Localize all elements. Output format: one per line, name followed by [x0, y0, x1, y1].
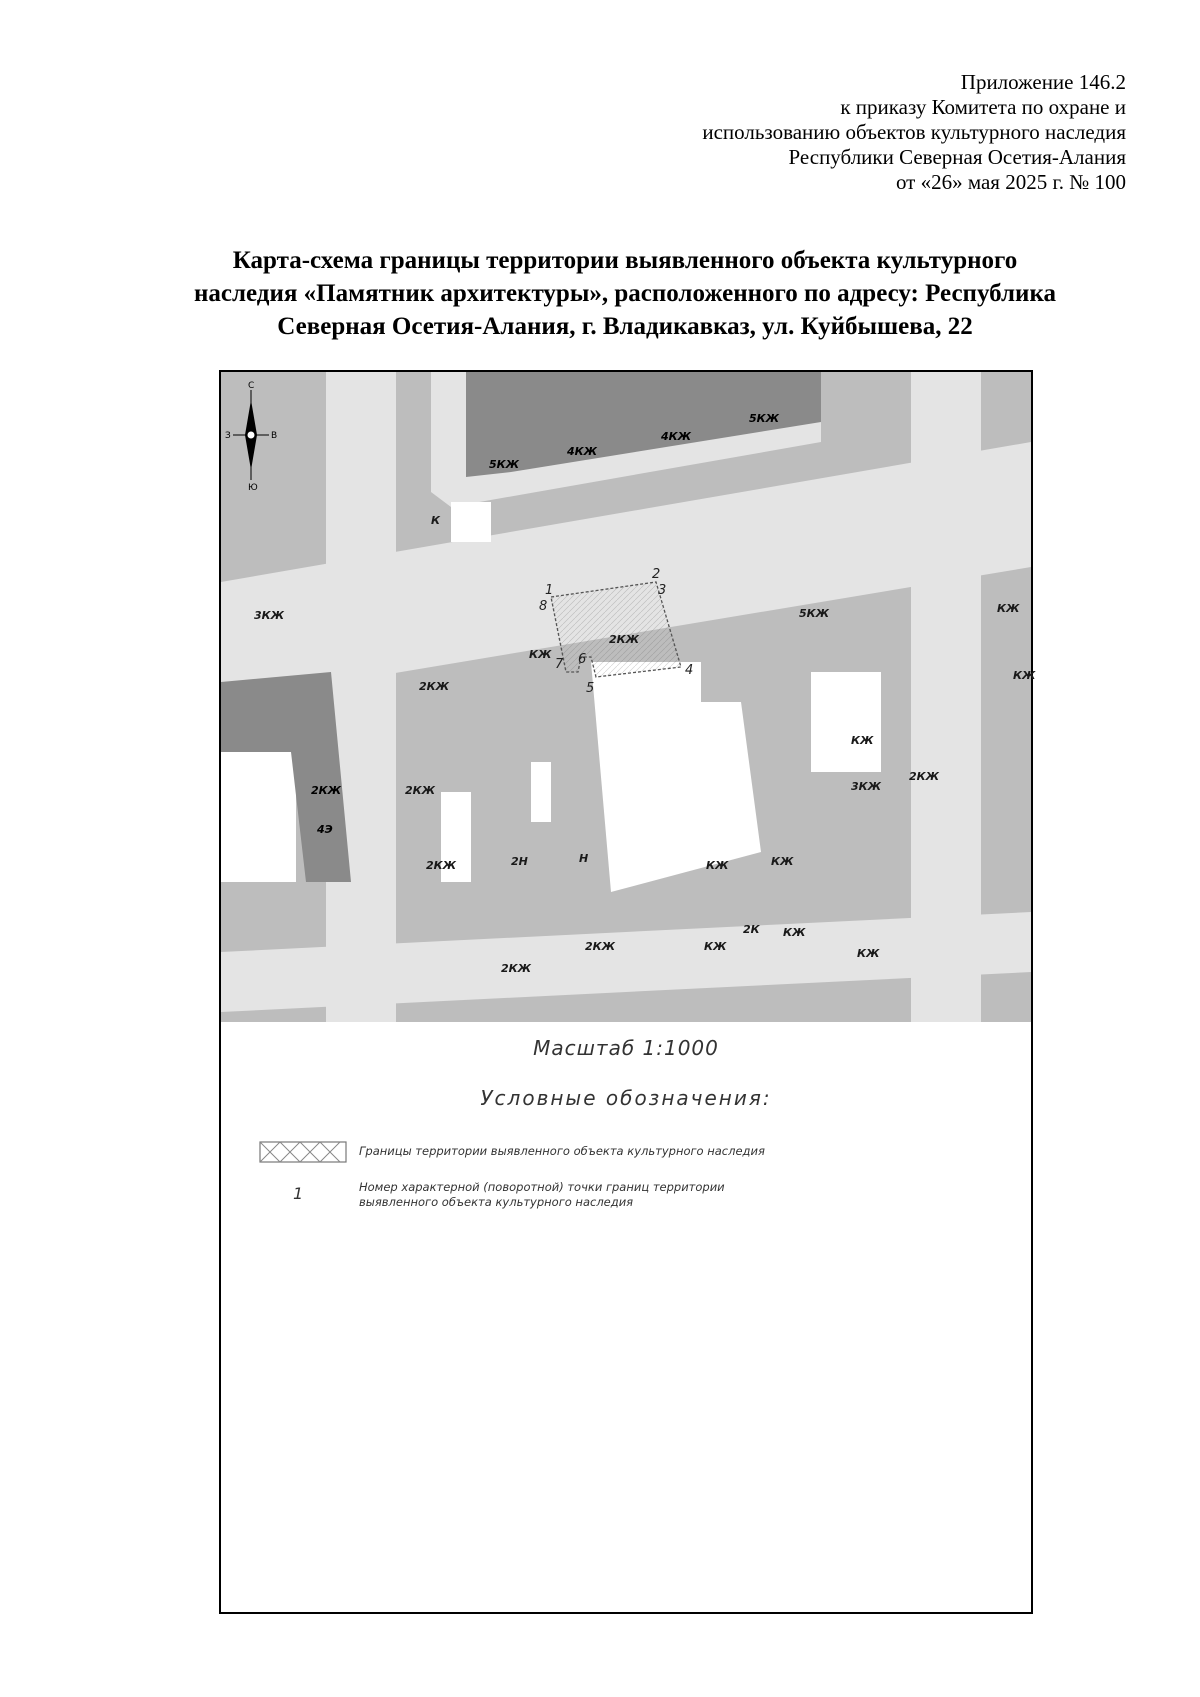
building-label: К — [431, 514, 440, 527]
building-label: 2КЖ — [426, 859, 457, 872]
building-label: КЖ — [529, 648, 552, 661]
compass-west: З — [225, 431, 231, 441]
courtyard — [531, 762, 551, 822]
title-line: Карта-схема границы территории выявленного объекта культурного — [232, 247, 1018, 274]
boundary-point-label: 5 — [586, 681, 595, 696]
building-label: 3КЖ — [851, 780, 882, 793]
compass-north: С — [248, 381, 255, 391]
cadastral-map — [221, 372, 1036, 1022]
building-label: 2КЖ — [311, 784, 342, 797]
yard — [221, 732, 296, 882]
legend-item-text: выявленного объекта культурного наследия — [359, 1195, 634, 1209]
building-label: 2КЖ — [909, 770, 940, 783]
scale-label: Масштаб 1:1000 — [533, 1036, 719, 1060]
building-label: 2Н — [511, 855, 528, 868]
building-label: 2КЖ — [585, 940, 616, 953]
legend-item-text: Границы территории выявленного объекта культурного наследия — [359, 1144, 765, 1158]
annex-line: использованию объектов культурного наследия — [702, 120, 1126, 144]
annex-line: к приказу Комитета по охране и — [840, 95, 1126, 119]
title-line: Северная Осетия-Алания, г. Владикавказ, ул. Куйбышева, 22 — [277, 313, 973, 340]
legend-heading: Условные обозначения: — [480, 1086, 772, 1110]
building-label: 4Э — [317, 823, 333, 836]
boundary-point-label: 3 — [658, 583, 667, 598]
building-label: 5КЖ — [749, 412, 780, 425]
legend-item-text: Номер характерной (поворотной) точки границ территории — [359, 1180, 725, 1194]
compass-south: Ю — [248, 483, 258, 493]
legend-point-marker: 1 — [293, 1184, 304, 1203]
map-svg — [221, 372, 1036, 1022]
building-label: КЖ — [706, 859, 729, 872]
hatch-boundary-icon — [259, 1140, 349, 1164]
building-label: 2КЖ — [419, 680, 450, 693]
road-west — [326, 372, 396, 1022]
boundary-point-label: 2 — [652, 567, 661, 582]
building-label: 5КЖ — [799, 607, 830, 620]
annex-line: от «26» мая 2025 г. № 100 — [895, 170, 1126, 194]
building-label: 4КЖ — [661, 430, 692, 443]
boundary-point-label: 1 — [545, 583, 554, 598]
building-label: 3КЖ — [254, 609, 285, 622]
building-label: 2КЖ — [609, 633, 640, 646]
building-label: КЖ — [1013, 669, 1036, 682]
building-label: КЖ — [771, 855, 794, 868]
annex-header — [702, 70, 1126, 195]
title-line: наследия «Памятник архитектуры», расположенного по адресу: Республика — [194, 280, 1056, 307]
building-label: КЖ — [704, 940, 727, 953]
annex-line: Приложение 146.2 — [960, 70, 1126, 94]
page-title — [130, 244, 1120, 343]
compass-east: В — [271, 431, 278, 441]
building-label: 4КЖ — [567, 445, 598, 458]
boundary-point-label: 4 — [685, 663, 694, 678]
building-label: КЖ — [997, 602, 1020, 615]
courtyard — [811, 672, 881, 772]
building-label: 2КЖ — [405, 784, 436, 797]
boundary-point-label: 7 — [555, 657, 564, 672]
building-label: КЖ — [857, 947, 880, 960]
building-label: 2К — [743, 923, 760, 936]
annex-line: Республики Северная Осетия-Алания — [788, 145, 1126, 169]
yard — [451, 502, 491, 542]
building-label: КЖ — [783, 926, 806, 939]
boundary-point-label: 6 — [578, 652, 587, 667]
boundary-point-label: 8 — [539, 599, 548, 614]
building-label: 2КЖ — [501, 962, 532, 975]
building-label: 5КЖ — [489, 458, 520, 471]
building-label: КЖ — [851, 734, 874, 747]
map-frame — [219, 370, 1036, 1614]
building-label: Н — [579, 852, 589, 865]
